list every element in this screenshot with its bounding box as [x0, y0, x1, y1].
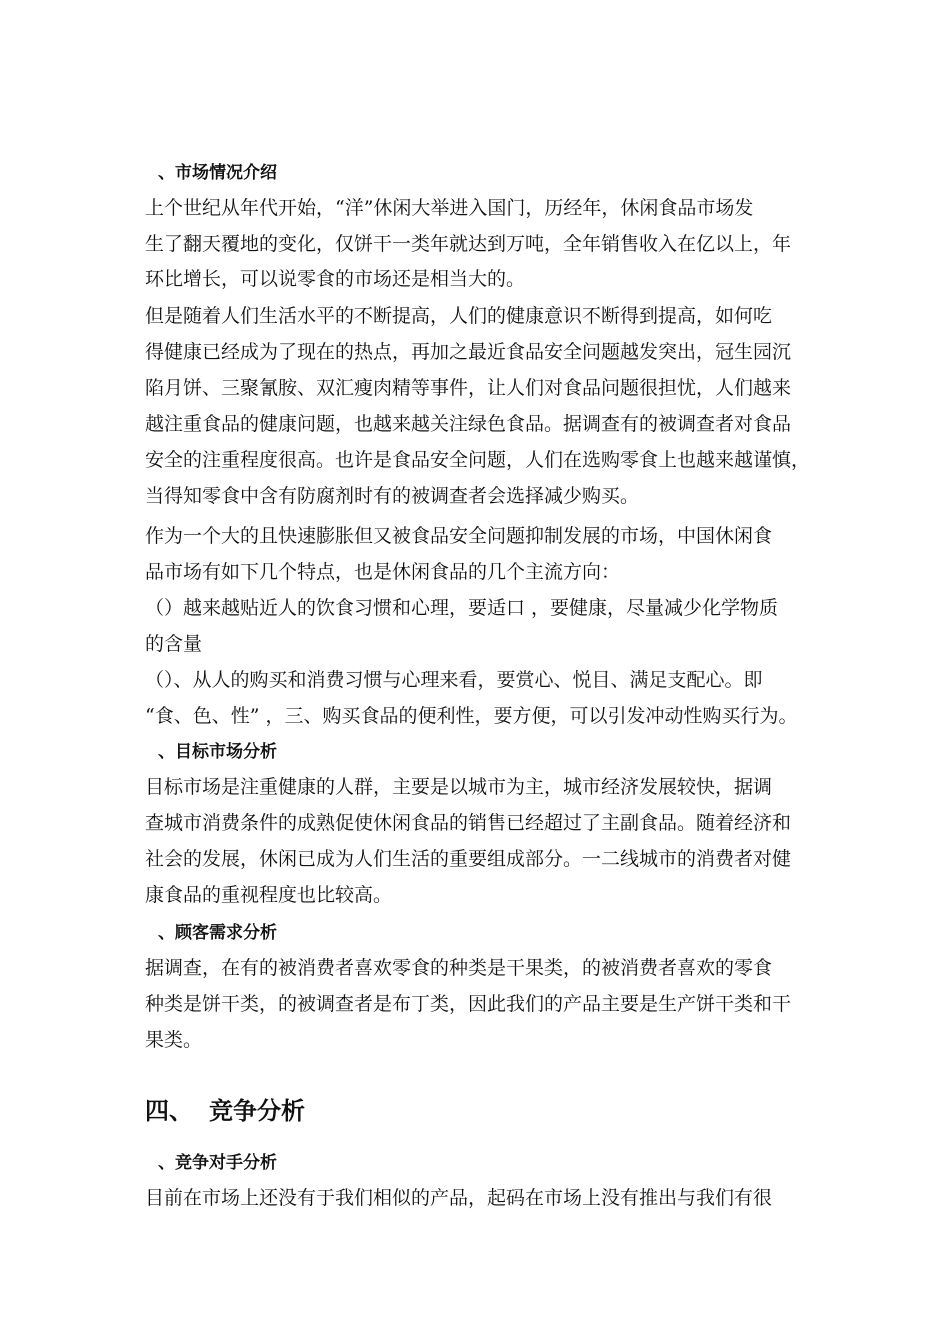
paragraph-line: “食、色、性” ，三、购买食品的便利性，要方便，可以引发冲动性购买行为。 [145, 705, 798, 727]
paragraph-line: 目标市场是注重健康的人群，主要是以城市为主，城市经济发展较快，据调 [145, 776, 773, 798]
paragraph-line: （）、从人的购买和消费习惯与心理来看，要赏心、悦目、满足支配心。即 [145, 669, 763, 691]
paragraph-line: 品市场有如下几个特点，也是休闲食品的几个主流方向： [145, 561, 621, 583]
chapter-heading [145, 1096, 305, 1126]
paragraph-line: 生了翻天覆地的变化，仅饼干一类年就达到万吨，全年销售收入在亿以上，年 [145, 233, 792, 255]
paragraph-line: 查城市消费条件的成熟促使休闲食品的销售已经超过了主副食品。随着经济和 [145, 812, 792, 834]
section-heading-competitors: 、竞争对手分析 [158, 1153, 277, 1173]
paragraph-line: 但是随着人们生活水平的不断提高，人们的健康意识不断得到提高，如何吃 [145, 305, 773, 327]
paragraph-line: （）越来越贴近人的饮食习惯和心理，要适口 ，要健康，尽量减少化学物质 [145, 597, 779, 619]
paragraph-line: 作为一个大的且快速膨胀但又被食品安全问题抑制发展的市场，中国休闲食 [145, 525, 773, 547]
paragraph-line: 种类是饼干类，的被调查者是布丁类，因此我们的产品主要是生产饼干类和干 [145, 993, 792, 1015]
paragraph-line: 康食品的重视程度也比较高。 [145, 884, 393, 906]
section-heading-customer-needs: 、顾客需求分析 [158, 923, 277, 943]
paragraph-line: 目前在市场上还没有于我们相似的产品，起码在市场上没有推出与我们有很 [145, 1187, 773, 1209]
paragraph-line: 环比增长，可以说零食的市场还是相当大的。 [145, 268, 526, 290]
section-heading-target-market: 、目标市场分析 [158, 742, 277, 762]
paragraph-line: 的含量 [145, 633, 203, 655]
paragraph-line: 当得知零食中含有防腐剂时有的被调查者会选择减少购买。 [145, 485, 640, 507]
paragraph-line: 陷月饼、三聚氰胺、双汇瘦肉精等事件，让人们对食品问题很担忧，人们越来 [145, 377, 792, 399]
paragraph-line: 社会的发展，休闲已成为人们生活的重要组成部分。一二线城市的消费者对健 [145, 848, 792, 870]
paragraph-line: 越注重食品的健康问题，也越来越关注绿色食品。据调查有的被调查者对食品 [145, 413, 792, 435]
chapter-title: 竞争分析 [209, 1096, 305, 1125]
paragraph-line: 上个世纪从年代开始，“洋”休闲大举进入国门，历经年，休闲食品市场发 [145, 197, 754, 219]
paragraph-line: 据调查，在有的被消费者喜欢零食的种类是干果类，的被消费者喜欢的零食 [145, 957, 773, 979]
paragraph-line: 安全的注重程度很高。也许是食品安全问题，人们在选购零食上也越来越谨慎， [145, 449, 811, 471]
section-heading-market-intro: 、市场情况介绍 [158, 163, 277, 183]
chapter-number: 四、 [145, 1096, 193, 1125]
paragraph-line: 得健康已经成为了现在的热点，再加之最近食品安全问题越发突出，冠生园沉 [145, 341, 792, 363]
paragraph-line: 果类。 [145, 1029, 203, 1051]
